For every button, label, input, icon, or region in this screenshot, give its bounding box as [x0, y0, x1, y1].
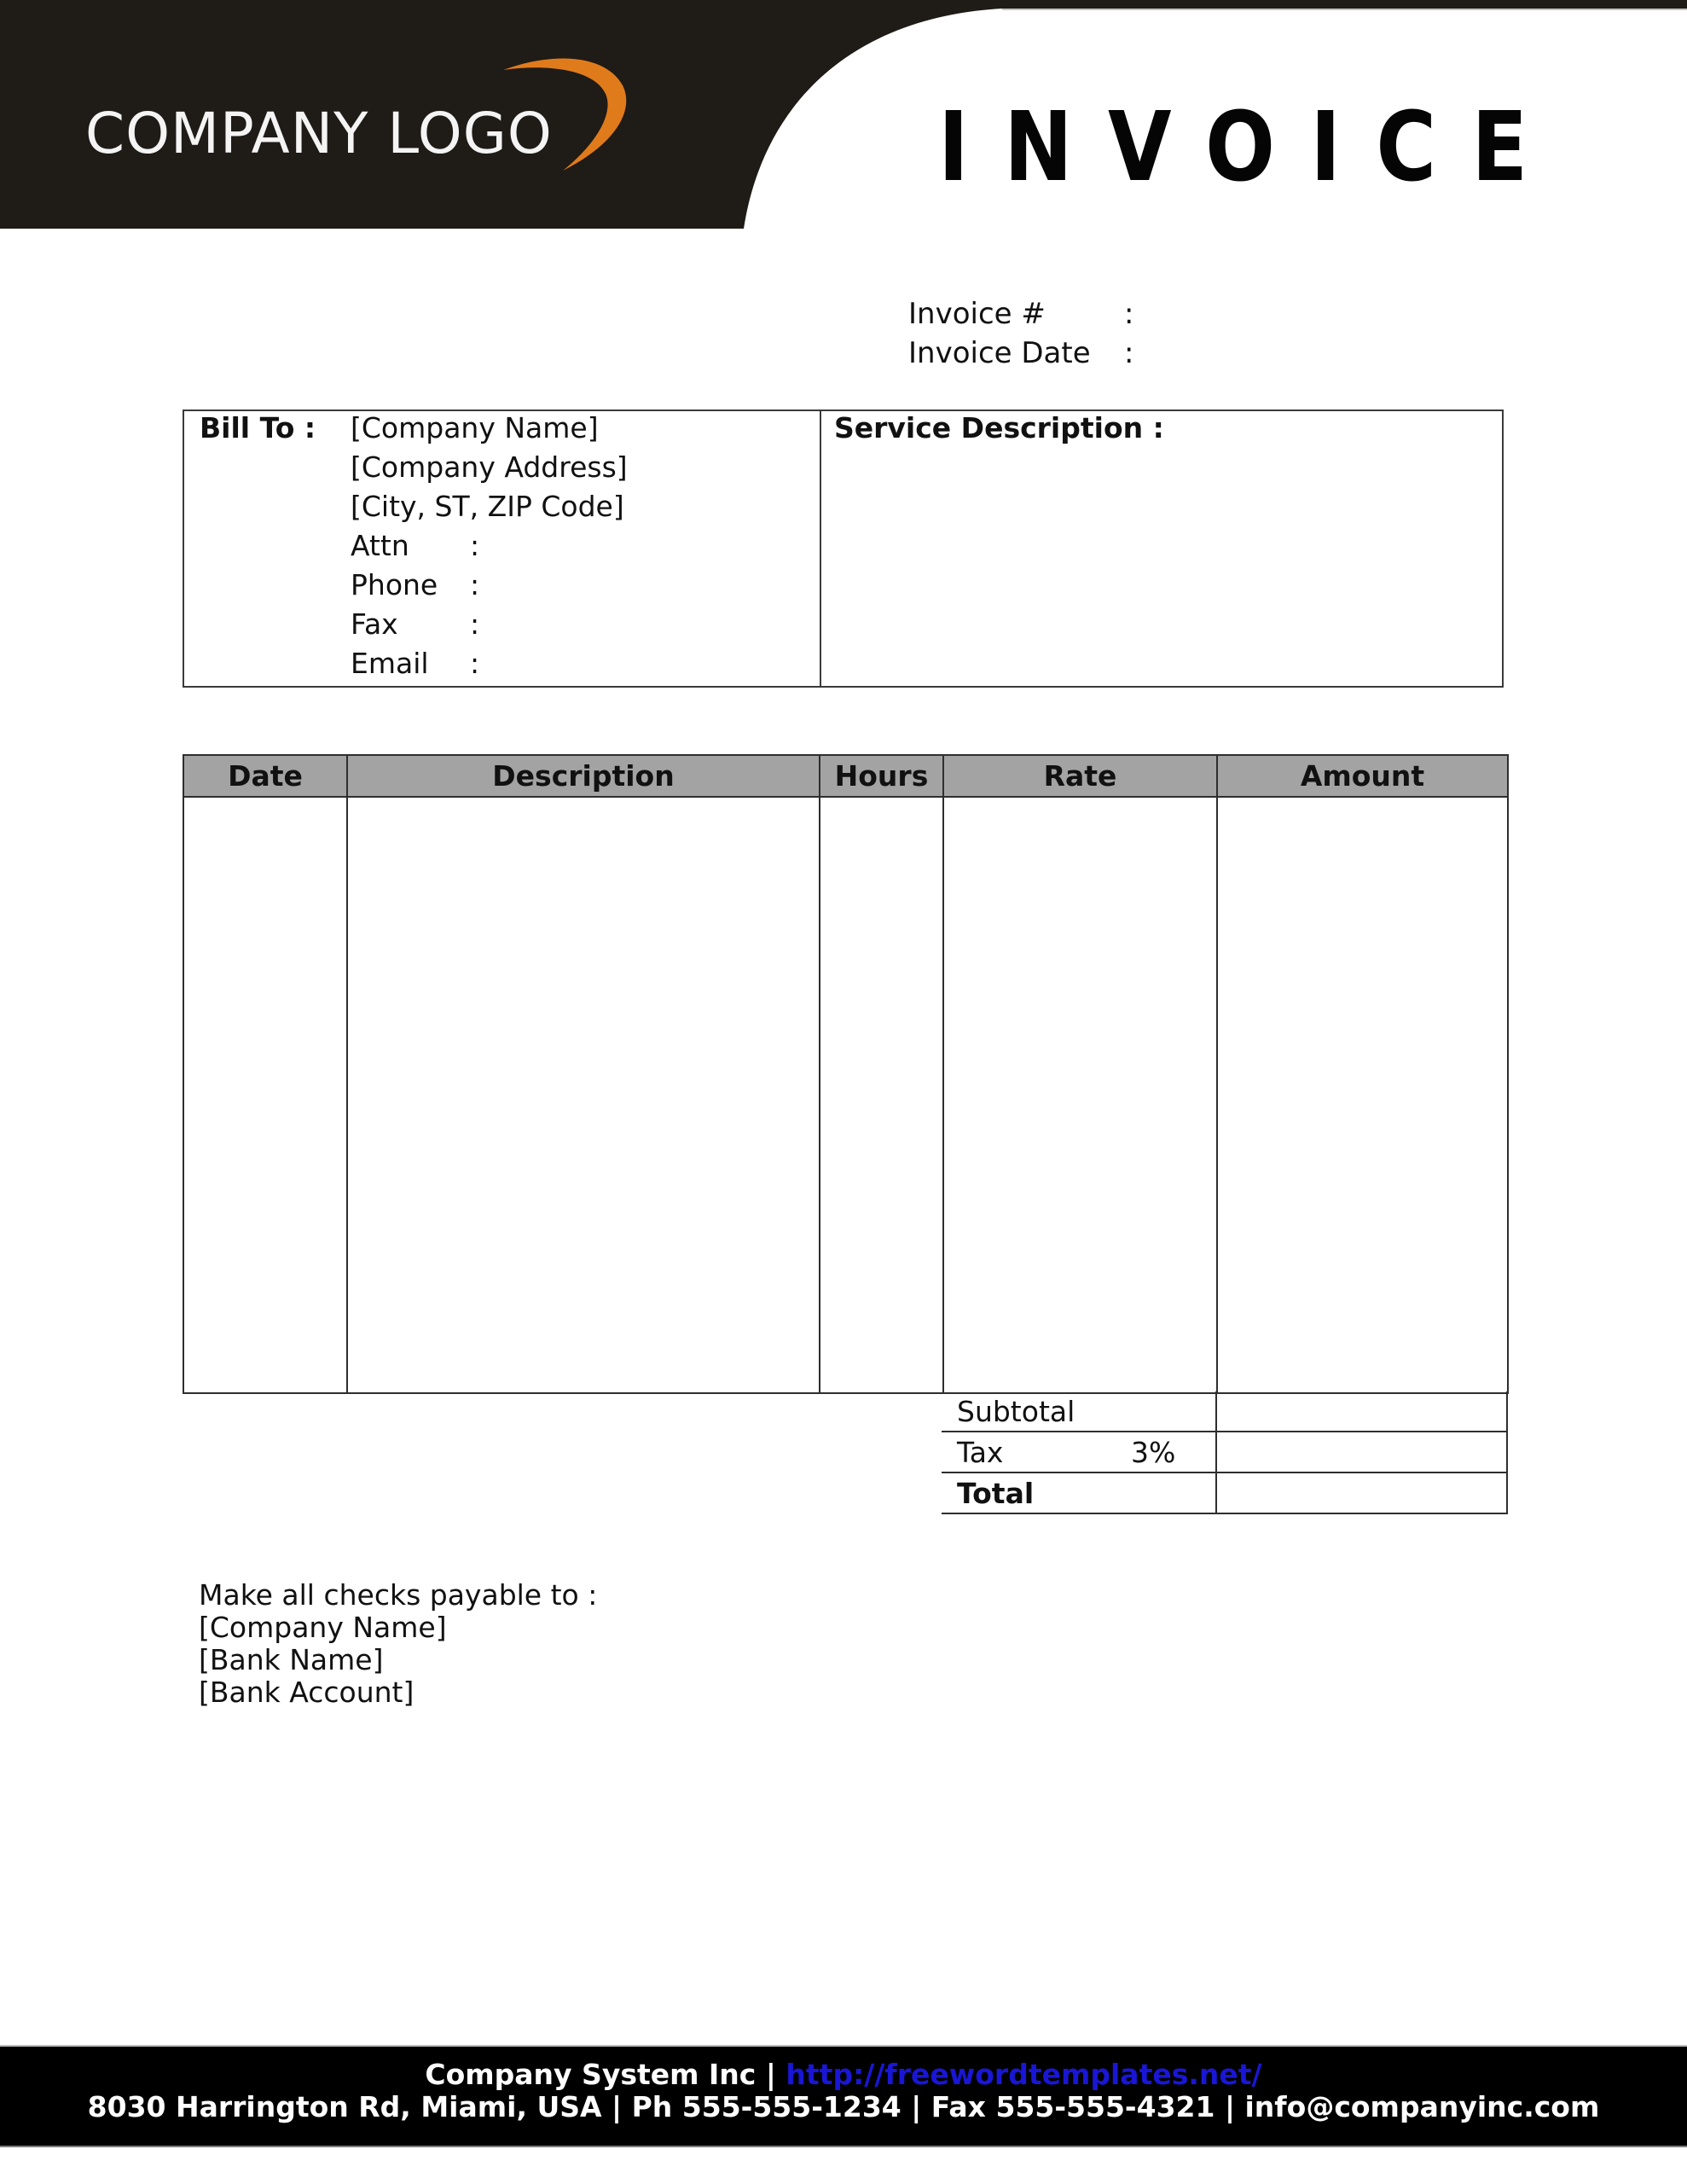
- column-header-hours: Hours: [820, 755, 943, 797]
- payment-instructions: [199, 1579, 597, 1709]
- payment-heading: Make all checks payable to :: [199, 1578, 598, 1612]
- rate-cell[interactable]: [943, 797, 1217, 1393]
- footer-company-name: Company System Inc: [425, 2058, 757, 2091]
- tax-row: [942, 1432, 1507, 1472]
- bill-box-divider: [820, 411, 821, 686]
- total-value[interactable]: [1216, 1472, 1507, 1513]
- footer-separator: |: [765, 2058, 776, 2091]
- subtotal-label: Subtotal: [957, 1394, 1075, 1428]
- payment-bank-account: [Bank Account]: [199, 1676, 415, 1709]
- bill-to-company-name[interactable]: [Company Name]: [351, 411, 599, 444]
- tax-value[interactable]: [1216, 1432, 1507, 1472]
- subtotal-value[interactable]: [1216, 1391, 1507, 1432]
- bill-to-company-address[interactable]: [Company Address]: [351, 450, 628, 484]
- fax-separator: :: [470, 607, 480, 641]
- amount-cell[interactable]: [1217, 797, 1508, 1393]
- column-header-date: Date: [183, 755, 347, 797]
- company-logo-text: COMPANY LOGO: [85, 101, 553, 166]
- table-row: [183, 797, 1508, 1393]
- email-separator: :: [470, 647, 480, 680]
- total-row: [942, 1472, 1507, 1513]
- column-header-rate: Rate: [943, 755, 1217, 797]
- attn-separator: :: [470, 529, 480, 562]
- bill-to-city-line[interactable]: [City, ST, ZIP Code]: [351, 490, 624, 523]
- footer-contact-line: 8030 Harrington Rd, Miami, USA | Ph 555-555-1234 | Fax 555-555-4321 | info@companyinc.com: [87, 2090, 1600, 2123]
- payment-bank-name: [Bank Name]: [199, 1643, 384, 1676]
- attn-label: Attn: [351, 529, 409, 562]
- column-header-description: Description: [347, 755, 820, 797]
- column-header-amount: Amount: [1217, 755, 1508, 797]
- fax-label: Fax: [351, 607, 398, 641]
- phone-separator: :: [470, 568, 480, 601]
- invoice-number-label: Invoice #: [908, 297, 1046, 331]
- tax-rate: 3%: [1131, 1435, 1176, 1469]
- invoice-number-separator: :: [1124, 297, 1134, 331]
- service-description-label: Service Description :: [834, 411, 1164, 444]
- subtotal-row: [942, 1391, 1507, 1432]
- tax-label: Tax: [957, 1435, 1004, 1469]
- bill-to-box: [183, 410, 1504, 688]
- date-cell[interactable]: [183, 797, 347, 1393]
- total-label: Total: [957, 1476, 1035, 1510]
- footer-website-link[interactable]: http://freewordtemplates.net/: [786, 2058, 1262, 2091]
- hours-cell[interactable]: [820, 797, 943, 1393]
- invoice-date-separator: :: [1124, 336, 1134, 370]
- line-items-table: [183, 754, 1509, 1394]
- payment-company-name: [Company Name]: [199, 1611, 447, 1644]
- email-label: Email: [351, 647, 429, 680]
- phone-label: Phone: [351, 568, 438, 601]
- description-cell[interactable]: [347, 797, 820, 1393]
- logo-swoosh-icon: [478, 51, 648, 179]
- invoice-date-label: Invoice Date: [908, 336, 1091, 370]
- document-title: INVOICE: [938, 92, 1563, 203]
- table-header-row: [183, 755, 1508, 797]
- totals-table: [942, 1391, 1508, 1514]
- footer-band: [0, 2045, 1687, 2147]
- bill-to-label: Bill To :: [200, 411, 316, 444]
